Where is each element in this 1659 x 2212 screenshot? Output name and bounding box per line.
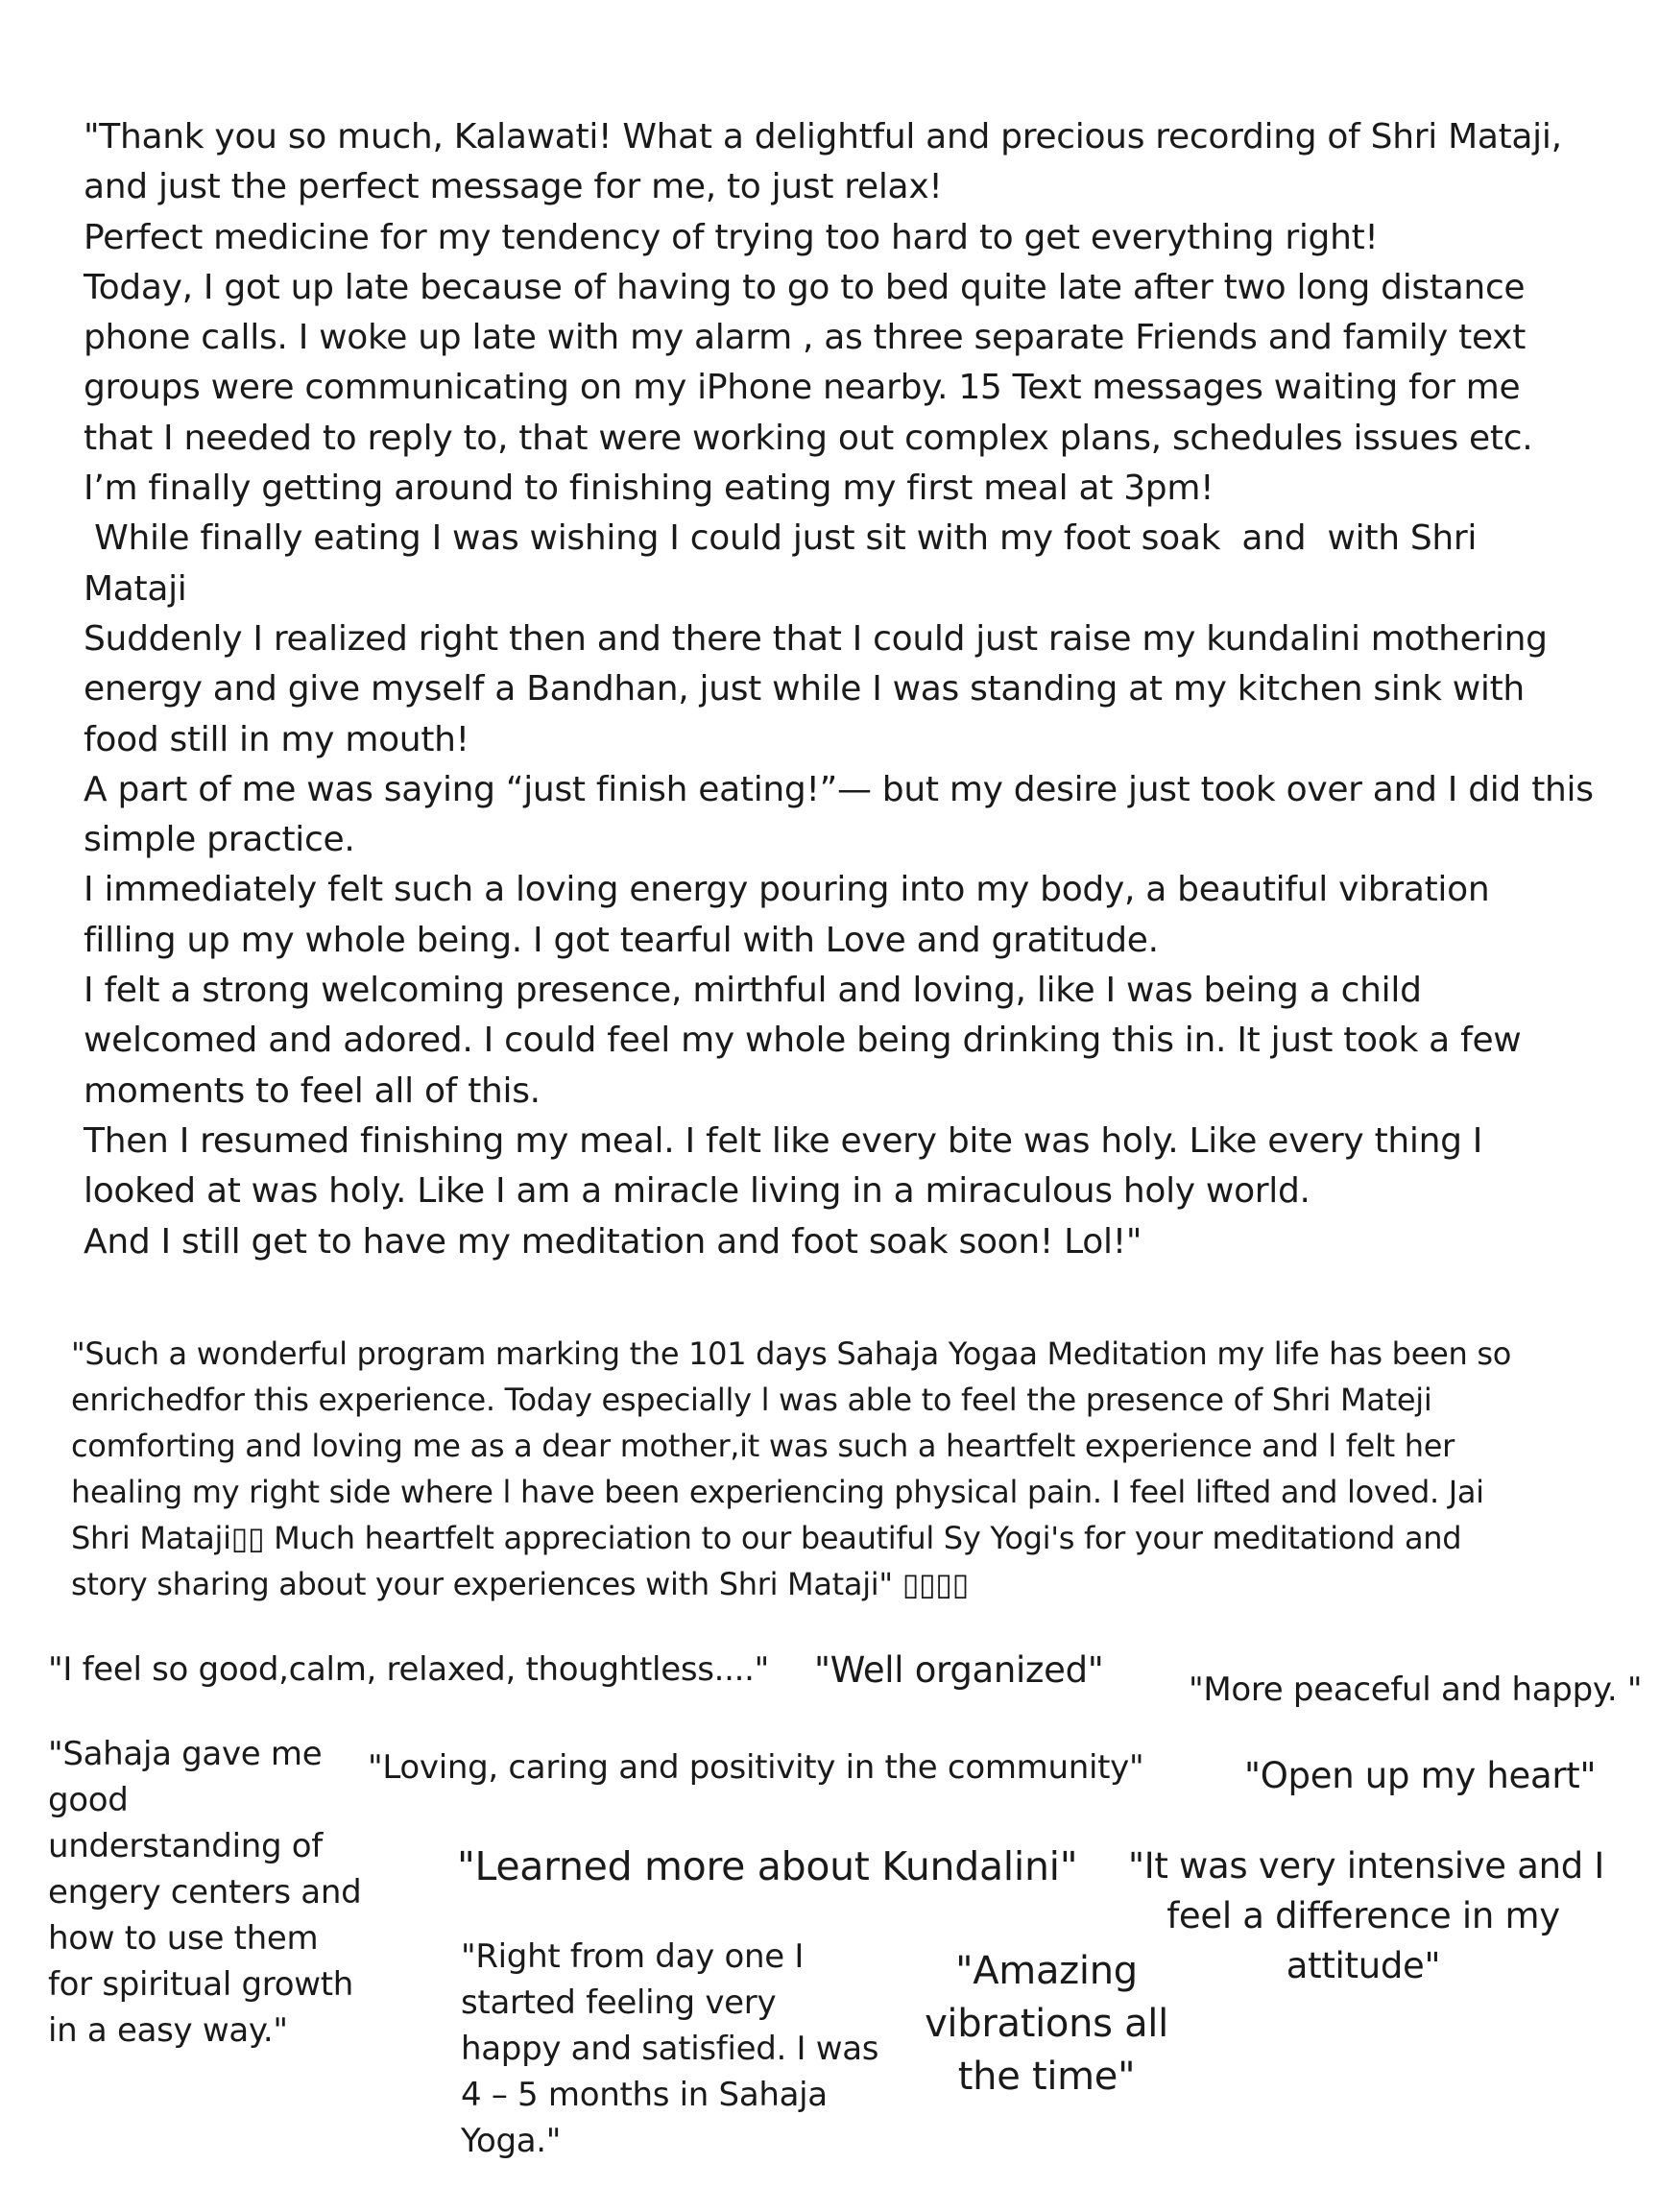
quote-text: "I feel so good,calm, relaxed, thoughtless...." bbox=[48, 1650, 770, 1689]
quote-line: in a easy way." bbox=[48, 2011, 288, 2050]
quote-text: "Loving, caring and positivity in the community" bbox=[368, 1748, 1144, 1787]
quote-loving-caring bbox=[368, 1744, 1143, 1791]
text-line: and just the perfect message for me, to just relax! bbox=[84, 167, 943, 207]
text-line: energy and give myself a Bandhan, just while I was standing at my kitchen sink with bbox=[84, 669, 1525, 709]
text-line: Mataji bbox=[84, 568, 187, 609]
quote-line: understanding of bbox=[48, 1827, 323, 1865]
quote-line: "Right from day one I bbox=[461, 1937, 805, 1976]
quote-line: for spiritual growth bbox=[48, 1965, 353, 2004]
quote-line: "Amazing bbox=[955, 1949, 1138, 1993]
text-line: that I needed to reply to, that were working out complex plans, schedules issues etc. bbox=[84, 418, 1533, 458]
text-line: Perfect medicine for my tendency of trying too hard to get everything right! bbox=[84, 217, 1379, 257]
quote-line: "Sahaja gave me bbox=[48, 1735, 323, 1773]
text-line: I immediately felt such a loving energy pouring into my body, a beautiful vibration bbox=[84, 870, 1490, 910]
text-line: And I still get to have my meditation and foot soak soon! Lol!" bbox=[84, 1221, 1142, 1262]
testimonial-kalawati bbox=[84, 112, 1594, 1267]
text-line: moments to feel all of this. bbox=[84, 1070, 541, 1111]
text-line: filling up my whole being. I got tearful with Love and gratitude. bbox=[84, 920, 1159, 960]
quote-amazing-vibrations bbox=[912, 1945, 1181, 2104]
text-line: Shri Mataji▯▯ Much heartfelt appreciation to our beautiful Sy Yogi's for your meditationd and bbox=[71, 1520, 1462, 1556]
text-line: welcomed and adored. I could feel my whole being drinking this in. It just took a few bbox=[84, 1021, 1522, 1061]
text-line: healing my right side where l have been experiencing physical pain. I feel lifted and loved. Jai bbox=[71, 1474, 1484, 1510]
quote-text: "Open up my heart" bbox=[1244, 1755, 1597, 1796]
text-line: Today, I got up late because of having to go to bed quite late after two long distance bbox=[84, 267, 1526, 307]
quote-line: Yoga." bbox=[461, 2122, 562, 2160]
text-line: story sharing about your experiences with Shri Mataji" ▯▯▯▯ bbox=[71, 1566, 969, 1602]
quote-feel-good bbox=[48, 1647, 769, 1693]
text-line: simple practice. bbox=[84, 820, 355, 860]
text-line: looked at was holy. Like I am a miracle living in a miraculous holy world. bbox=[84, 1171, 1310, 1212]
quote-kundalini bbox=[457, 1843, 1077, 1889]
text-line: groups were communicating on my iPhone nearby. 15 Text messages waiting for me bbox=[84, 368, 1521, 408]
quote-text: "Learned more about Kundalini" bbox=[457, 1843, 1078, 1889]
text-line: While finally eating I was wishing I could just sit with my foot soak and with Shri bbox=[84, 518, 1478, 559]
text-line: phone calls. I woke up late with my alarm , as three separate Friends and family text bbox=[84, 318, 1527, 358]
text-line: comforting and loving me as a dear mother,it was such a heartfelt experience and l felt her bbox=[71, 1428, 1455, 1464]
text-line: A part of me was saying “just finish eating!”— but my desire just took over and I did this bbox=[84, 769, 1594, 809]
quote-line: vibrations all bbox=[925, 2002, 1168, 2046]
quote-line: the time" bbox=[957, 2055, 1136, 2099]
testimonial-101-days bbox=[71, 1331, 1511, 1607]
quote-text: "Well organized" bbox=[814, 1649, 1104, 1691]
quote-right-from-day-one bbox=[461, 1934, 878, 2164]
quote-well-organized bbox=[814, 1647, 1104, 1694]
text-line: "Thank you so much, Kalawati! What a delightful and precious recording of Shri Mataji, bbox=[84, 117, 1562, 156]
text-line: Then I resumed finishing my meal. I felt like every bite was holy. Like every thing I bbox=[84, 1120, 1483, 1161]
quote-line: "It was very intensive and I bbox=[1128, 1845, 1605, 1887]
text-line: food still in my mouth! bbox=[84, 719, 469, 759]
quote-line: feel a difference in my bbox=[1166, 1895, 1560, 1936]
text-line: "Such a wonderful program marking the 101 days Sahaja Yogaa Meditation my life has been so bbox=[71, 1335, 1511, 1372]
quote-text: "More peaceful and happy. " bbox=[1189, 1671, 1643, 1709]
text-line: I felt a strong welcoming presence, mirthful and loving, like I was being a child bbox=[84, 971, 1422, 1011]
quote-open-heart bbox=[1244, 1753, 1596, 1799]
text-line: I’m finally getting around to finishing eating my first meal at 3pm! bbox=[84, 469, 1214, 509]
quote-line: started feeling very bbox=[461, 1984, 777, 2022]
quote-line: how to use them bbox=[48, 1919, 319, 1958]
quote-line: happy and satisfied. I was bbox=[461, 2030, 879, 2068]
text-line: Suddenly I realized right then and there that I could just raise my kundalini mothering bbox=[84, 618, 1548, 659]
text-line: enrichedfor this experience. Today especially l was able to feel the presence of Shri Mateji bbox=[71, 1382, 1432, 1418]
quote-line: 4 – 5 months in Sahaja bbox=[461, 2076, 828, 2114]
quote-line: good bbox=[48, 1781, 129, 1819]
quote-intensive bbox=[1128, 1841, 1605, 1991]
quote-more-peaceful bbox=[1189, 1667, 1642, 1713]
quote-sahaja-gave bbox=[48, 1731, 361, 2054]
quote-line: engery centers and bbox=[48, 1873, 362, 1911]
quote-line: attitude" bbox=[1286, 1945, 1441, 1986]
